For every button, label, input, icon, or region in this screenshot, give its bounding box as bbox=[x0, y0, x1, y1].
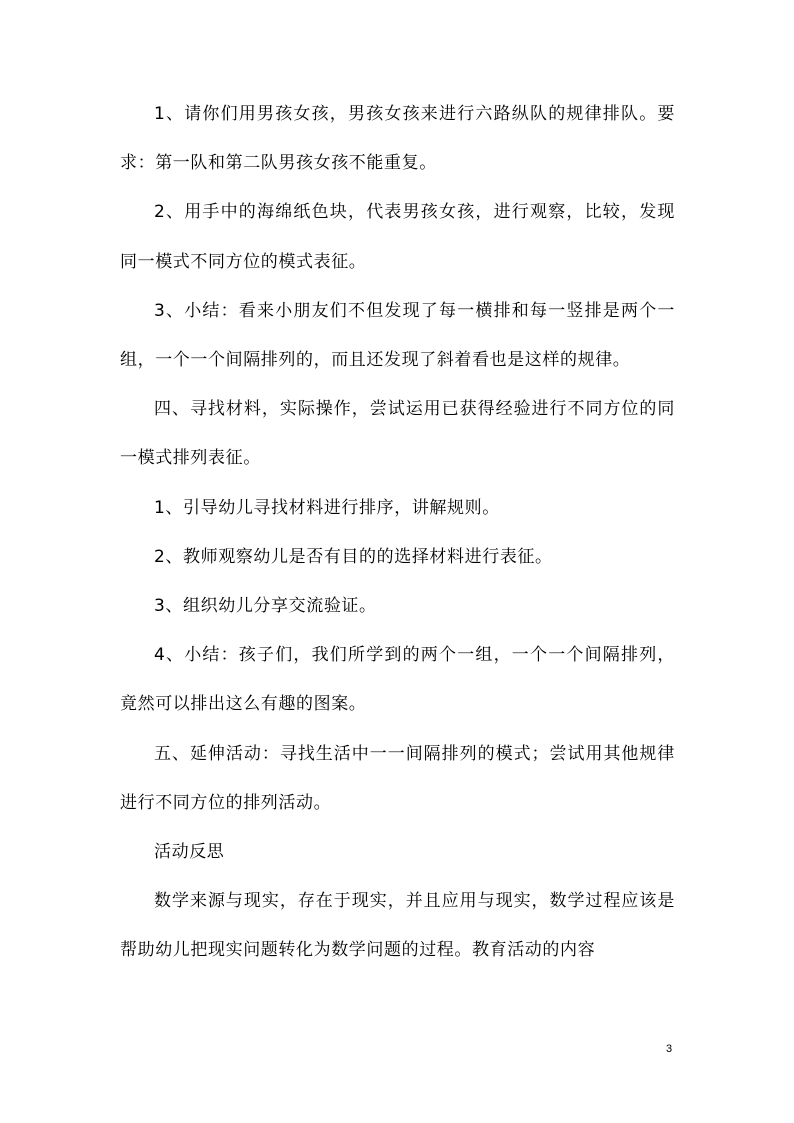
paragraph-reflection-body: 数学来源与现实，存在于现实，并且应用与现实，数学过程应该是帮助幼儿把现实问题转化为数学问题的过程。教育活动的内容 bbox=[120, 891, 675, 961]
document-body bbox=[120, 90, 675, 976]
paragraph-teacher-observe: 2、教师观察幼儿是否有目的的选择材料进行表征。 bbox=[154, 546, 553, 567]
paragraph-section-five: 五、延伸活动：寻找生活中一一间隔排列的模式；尝试用其他规律进行不同方位的排列活动。 bbox=[120, 743, 675, 813]
paragraph-section-four: 四、寻找材料，实际操作，尝试运用已获得经验进行不同方位的同一模式排列表征。 bbox=[120, 399, 675, 469]
paragraph-queue-rule: 1、请你们用男孩女孩，男孩女孩来进行六路纵队的规律排队。要求：第一队和第二队男孩女孩不能重复。 bbox=[120, 104, 675, 174]
page-number: 3 bbox=[666, 1043, 673, 1055]
heading-activity-reflection: 活动反思 bbox=[154, 842, 225, 863]
paragraph-sponge-blocks: 2、用手中的海绵纸色块，代表男孩女孩，进行观察，比较，发现同一模式不同方位的模式表征。 bbox=[120, 202, 675, 272]
paragraph-find-materials: 1、引导幼儿寻找材料进行排序，讲解规则。 bbox=[154, 497, 500, 518]
paragraph-summary-2: 4、小结：孩子们，我们所学到的两个一组，一个一个间隔排列，竟然可以排出这么有趣的图案。 bbox=[120, 645, 675, 715]
paragraph-share-verify: 3、组织幼儿分享交流验证。 bbox=[154, 596, 377, 617]
paragraph-summary-1: 3、小结：看来小朋友们不但发现了每一横排和每一竖排是两个一组，一个一个间隔排列的，而且还发现了斜着看也是这样的规律。 bbox=[120, 300, 675, 371]
